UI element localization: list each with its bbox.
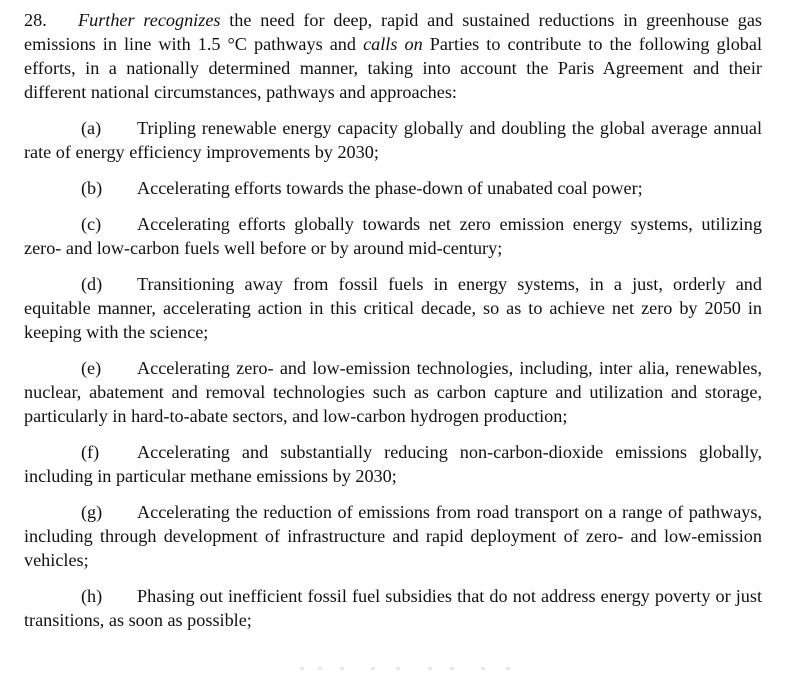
list-item — [24, 272, 762, 344]
list-item — [24, 212, 762, 260]
list-item — [24, 500, 762, 572]
item-text: Transitioning away from fossil fuels in energy systems, in a just, orderly and equitable manner, accelerating action in this critical decade, so as to achieve net zero by 2050 in keeping with the science; — [24, 274, 762, 342]
list-item — [24, 116, 762, 164]
item-text: Accelerating efforts towards the phase-down of unabated coal power; — [137, 178, 643, 198]
item-text: Accelerating zero- and low-emission technologies, including, inter alia, renewables, nuclear, abatement and removal technologies such as carbon capture and utilization and storage, particularly in hard-to-abate sectors, and low-carbon hydrogen production; — [24, 358, 762, 426]
list-item — [24, 356, 762, 428]
item-text: Accelerating and substantially reducing non-carbon-dioxide emissions globally, including in particular methane emissions by 2030; — [24, 442, 762, 486]
cut-off-next-line — [300, 667, 530, 671]
lead-phrase: Further recognizes — [78, 10, 221, 30]
item-label: (h) — [81, 586, 103, 606]
item-label: (e) — [81, 358, 102, 378]
item-label: (g) — [81, 502, 103, 522]
paragraph-28 — [24, 8, 762, 104]
item-text: Tripling renewable energy capacity globally and doubling the global average annual rate of energy efficiency improvements by 2030; — [24, 118, 762, 162]
paragraph-number: 28. — [24, 10, 47, 30]
item-label: (c) — [81, 214, 102, 234]
item-label: (a) — [81, 118, 102, 138]
item-label: (d) — [81, 274, 103, 294]
paragraph-text-1: the need for deep, rapid and sustained reductions in greenhouse gas emissions in line with 1.5 °C pathways and — [24, 10, 762, 54]
item-label: (f) — [81, 442, 100, 462]
list-item — [24, 584, 762, 632]
list-item — [24, 176, 762, 200]
item-text: Phasing out inefficient fossil fuel subsidies that do not address energy poverty or just transitions, as soon as possible; — [24, 586, 762, 630]
item-label: (b) — [81, 178, 103, 198]
paragraph-text-2: Parties to contribute to the following global efforts, in a nationally determined manner, taking into account the Paris Agreement and their different national circumstances, pathways and approaches: — [24, 34, 763, 102]
item-text: Accelerating the reduction of emissions from road transport on a range of pathways, including through development of infrastructure and rapid deployment of zero- and low-emission vehicles; — [24, 502, 762, 570]
list-item — [24, 440, 762, 488]
item-text: Accelerating efforts globally towards net zero emission energy systems, utilizing zero- and low-carbon fuels well before or by around mid-century; — [24, 214, 762, 258]
document-page — [24, 8, 762, 644]
calls-on-phrase: calls on — [363, 34, 423, 54]
